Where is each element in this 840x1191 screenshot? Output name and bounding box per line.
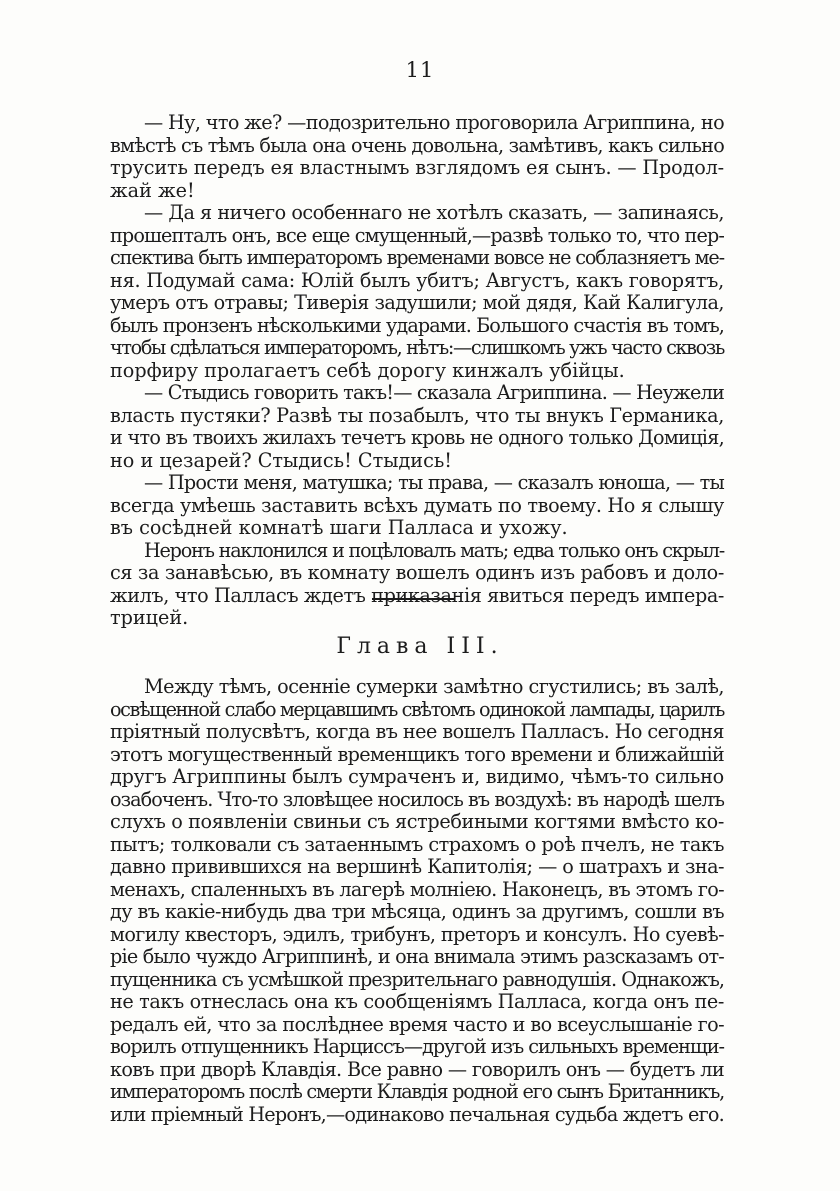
text-line: вмѣстѣ съ тѣмъ была она очень довольна, замѣтивъ, какъ сильно	[110, 133, 724, 157]
text-line: пущенника съ усмѣшкой презрительнаго равнодушія. Однакожъ,	[110, 967, 724, 991]
text-line: былъ пронзенъ нѣсколькими ударами. Большого счастія въ томъ,	[110, 313, 724, 337]
section-divider	[372, 598, 454, 600]
text-line: власть пустяки? Развѣ ты позабылъ, что ты внукъ Германика,	[110, 403, 724, 427]
text-line: порфиру пролагаетъ себѣ дорогу кинжалъ убійцы.	[110, 358, 625, 382]
text-line: — Прости меня, матушка; ты права, — сказалъ юноша, — ты	[144, 471, 724, 494]
page-number: 11	[405, 58, 435, 82]
text-line: жай же!	[110, 178, 195, 202]
text-line: — Стыдись говорить такъ!— сказала Агриппина. — Неужели	[144, 381, 724, 404]
text-line: чтобы сдѣлаться императоромъ, нѣтъ:—слишкомъ ужъ часто сквозь	[110, 336, 724, 359]
text-line: не такъ отнеслась она къ сообщеніямъ Палласа, когда онъ пе-	[110, 990, 724, 1013]
text-line: или пріемный Неронъ,—одинаково печальная судьба ждетъ его.	[110, 1102, 724, 1126]
text-line: озабоченъ. Что-то зловѣщее носилось въ воздухѣ: въ народѣ шелъ	[110, 787, 724, 811]
text-line: ріе было чуждо Агриппинѣ, и она внимала этимъ разсказамъ от-	[110, 945, 724, 968]
text-line: ворилъ отпущенникъ Нарциссъ—другой изъ сильныхъ временщи-	[110, 1035, 724, 1058]
chapter-heading: Глава III.	[336, 634, 504, 659]
text-line: пріятный полусвѣтъ, когда въ нее вошелъ Палласъ. Но сегодня	[110, 720, 724, 743]
text-line: и что въ твоихъ жилахъ течетъ кровь не одного только Домиція,	[110, 426, 724, 449]
text-line: ня. Подумай сама: Юлій былъ убитъ; Августъ, какъ говорятъ,	[110, 268, 724, 292]
text-line: освѣщенной слабо мерцавшимъ свѣтомъ одинокой лампады, царилъ	[110, 697, 724, 721]
text-line: пытъ; толковали съ затаеннымъ страхомъ о роѣ пчелъ, не такъ	[110, 832, 725, 856]
text-line: трусить передъ ея властнымъ взглядомъ ея сынъ. — Продол-	[110, 156, 724, 179]
text-line: другъ Агриппины былъ сумраченъ и, видимо, чѣмъ-то сильно	[110, 765, 724, 788]
text-line: могилу квесторъ, эдилъ, трибунъ, преторъ и консулъ. Но суевѣ-	[110, 922, 724, 946]
text-line: жилъ, что Палласъ ждетъ приказанія явиться передъ импера-	[110, 583, 724, 607]
text-line: но и цезарей? Стыдись! Стыдись!	[110, 448, 452, 472]
text-line: умеръ отъ отравы; Тиверія задушили; мой дядя, Кай Калигула,	[110, 291, 724, 314]
text-line: слухъ о появленіи свиньи съ ястребиными когтями вмѣсто ко-	[110, 810, 724, 833]
text-line: трицей.	[110, 606, 189, 629]
text-line: спектива быть императоромъ временами вовсе не соблазняетъ ме-	[110, 246, 724, 269]
text-line: ду въ какіе-нибудь два три мѣсяца, одинъ за другимъ, сошли въ	[110, 900, 724, 923]
text-line: этотъ могущественный временщикъ того времени и ближайшій	[110, 742, 724, 766]
text-line: ся за занавѣсью, въ комнату вошелъ одинъ изъ рабовъ и доло-	[110, 561, 724, 584]
text-line: Неронъ наклонился и поцѣловалъ мать; едва только онъ скрыл-	[144, 538, 724, 562]
text-line: всегда умѣешь заставить всѣхъ думать по твоему. Но я слышу	[110, 493, 724, 517]
text-line: ковъ при дворѣ Клавдія. Все равно — говорилъ онъ — будетъ ли	[110, 1057, 724, 1081]
text-line: — Ну, что же? —подозрительно проговорила Агриппина, но	[144, 111, 724, 134]
text-line: въ сосѣдней комнатѣ шаги Палласа и ухожу.	[110, 516, 568, 539]
text-line: Между тѣмъ, осенніе сумерки замѣтно сгустились; въ залѣ,	[144, 675, 724, 698]
text-line: редалъ ей, что за послѣднее время часто и во всеуслышаніе го-	[110, 1012, 724, 1036]
text-line: прошепталъ онъ, все еще смущенный,—развѣ только то, что пер-	[110, 223, 724, 247]
chapter-body	[110, 676, 724, 1126]
text-line: менахъ, спаленныхъ въ лагерѣ молніею. Наконецъ, въ этомъ го-	[110, 877, 724, 901]
dialogue-section	[110, 112, 724, 630]
text-line: — Да я ничего особеннаго не хотѣлъ сказать, — запинаясь,	[144, 201, 724, 224]
text-line: давно привившихся на вершинѣ Капитолія; — о шатрахъ и зна-	[110, 855, 724, 878]
text-line: императоромъ послѣ смерти Клавдія родной его сынъ Британникъ,	[110, 1080, 724, 1103]
